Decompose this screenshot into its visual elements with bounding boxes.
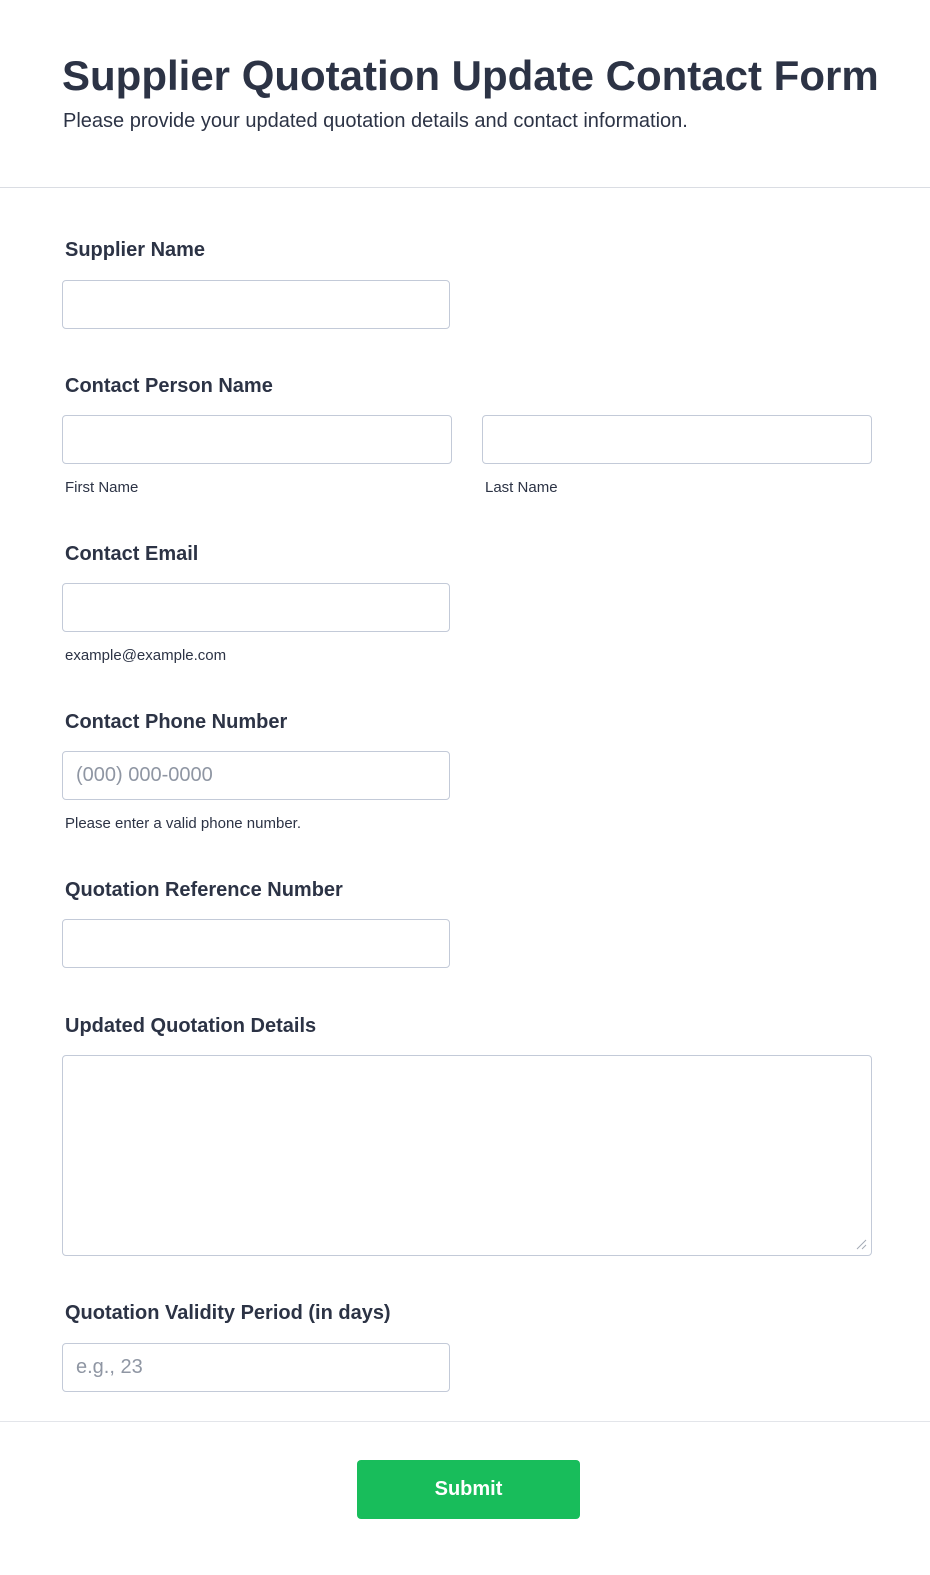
supplier-name-label: Supplier Name [65, 239, 206, 261]
contact-phone-sublabel: Please enter a valid phone number. [65, 815, 301, 832]
contact-phone-label: Contact Phone Number [65, 711, 288, 733]
contact-email-label: Contact Email [65, 543, 199, 565]
resize-grip-icon[interactable] [855, 1238, 867, 1250]
contact-email-sublabel: example@example.com [65, 647, 227, 664]
first-name-input[interactable] [62, 415, 452, 464]
footer-divider [0, 1421, 930, 1422]
last-name-input[interactable] [482, 415, 872, 464]
supplier-name-input[interactable] [62, 280, 450, 329]
validity-period-label: Quotation Validity Period (in days) [65, 1302, 391, 1324]
submit-button[interactable]: Submit [357, 1460, 580, 1519]
quotation-reference-input[interactable] [62, 919, 450, 968]
page-subtitle: Please provide your updated quotation details and contact information. [63, 110, 688, 132]
quotation-reference-label: Quotation Reference Number [65, 879, 343, 901]
quotation-details-label: Updated Quotation Details [65, 1015, 317, 1037]
last-name-sublabel: Last Name [485, 479, 558, 496]
validity-period-input[interactable] [62, 1343, 450, 1392]
contact-phone-input[interactable] [62, 751, 450, 800]
contact-person-label: Contact Person Name [65, 375, 273, 397]
page-title: Supplier Quotation Update Contact Form [62, 52, 879, 99]
quotation-details-textarea[interactable] [62, 1055, 872, 1256]
contact-email-input[interactable] [62, 583, 450, 632]
first-name-sublabel: First Name [65, 479, 139, 496]
form-header [0, 0, 930, 188]
